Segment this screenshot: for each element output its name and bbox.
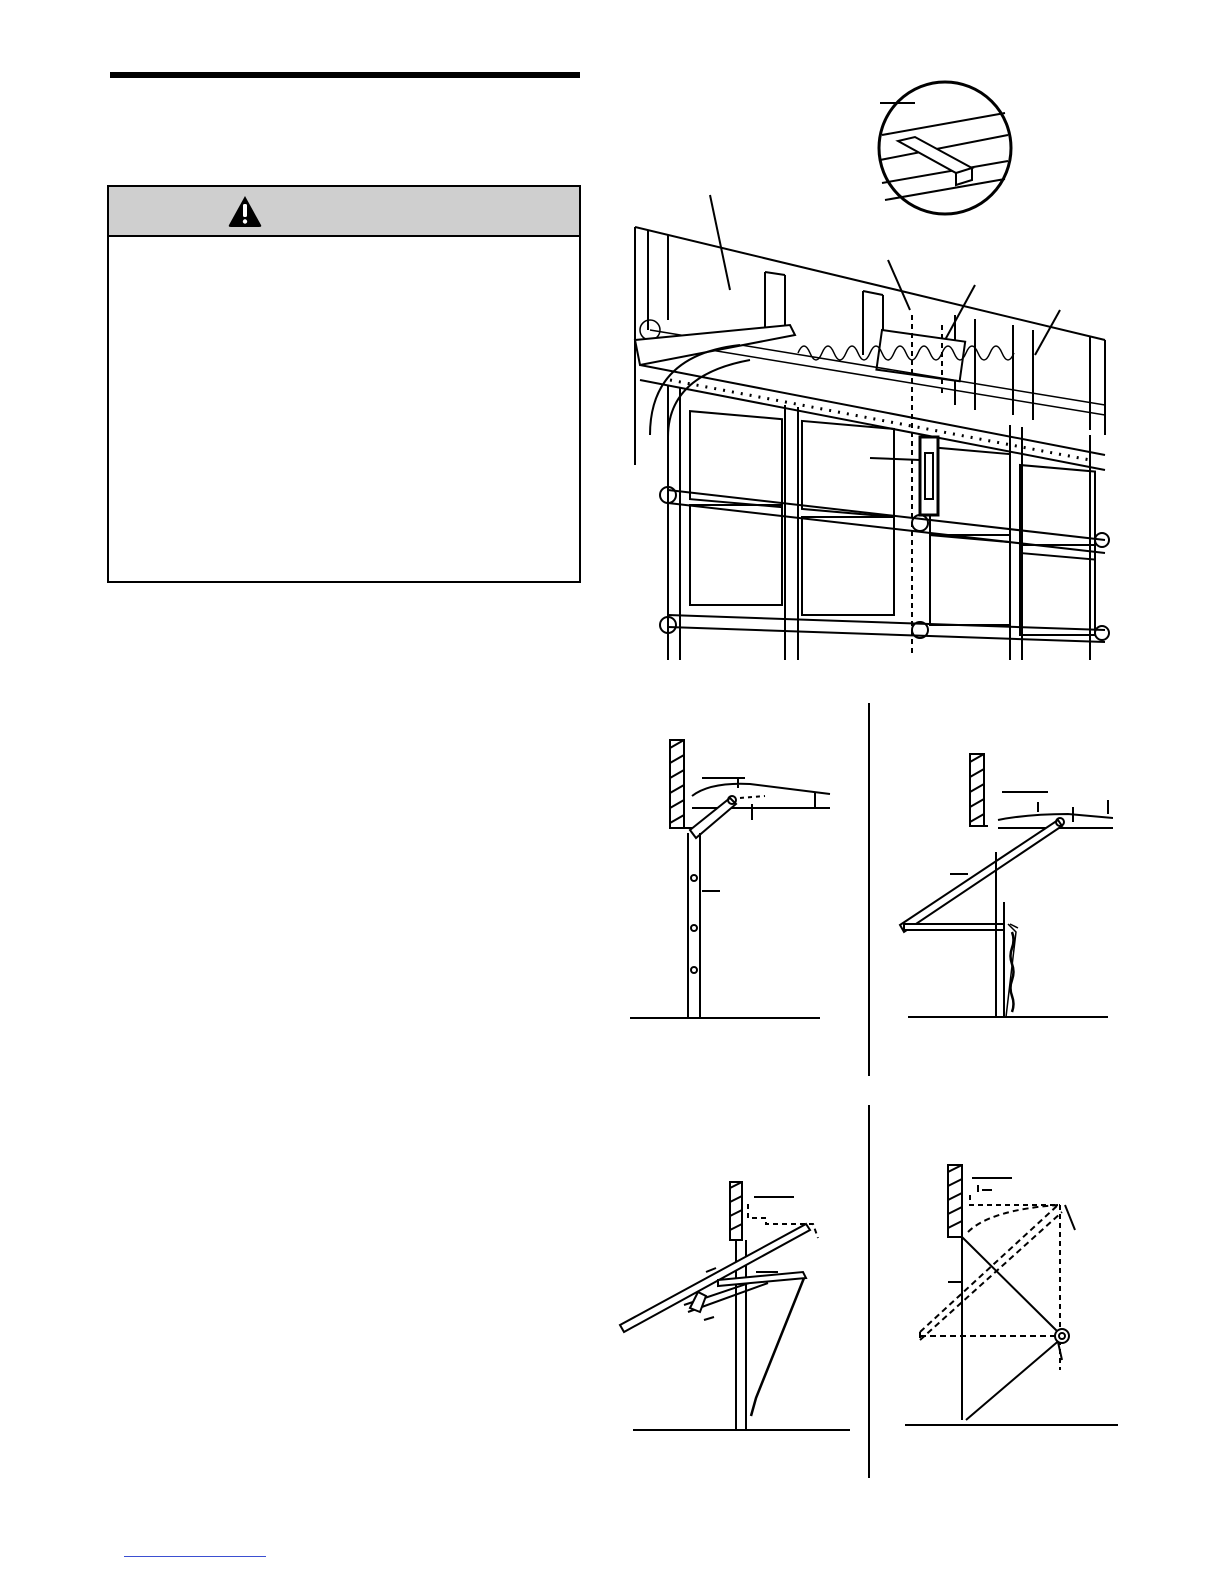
warning-triangle-icon: [227, 194, 263, 228]
door-pivot-travel-figure: [900, 1160, 1125, 1435]
bottom-link-underline: [124, 1556, 266, 1557]
sectional-door-track-figure: [630, 738, 835, 1023]
door-track: [635, 325, 1105, 470]
door-panels: [660, 385, 1109, 660]
one-piece-door-track-figure: [898, 752, 1113, 1024]
figure-divider-upper: [868, 703, 870, 1076]
header-bracket-figure: [620, 75, 1120, 660]
warning-header: [109, 187, 579, 237]
warning-box: [107, 185, 581, 583]
section-heading-rule: [110, 72, 580, 78]
warning-body: [109, 237, 579, 261]
jamb-hardware-figure: [618, 1180, 858, 1435]
inset-detail: [879, 82, 1011, 214]
figure-divider-lower: [868, 1105, 870, 1478]
